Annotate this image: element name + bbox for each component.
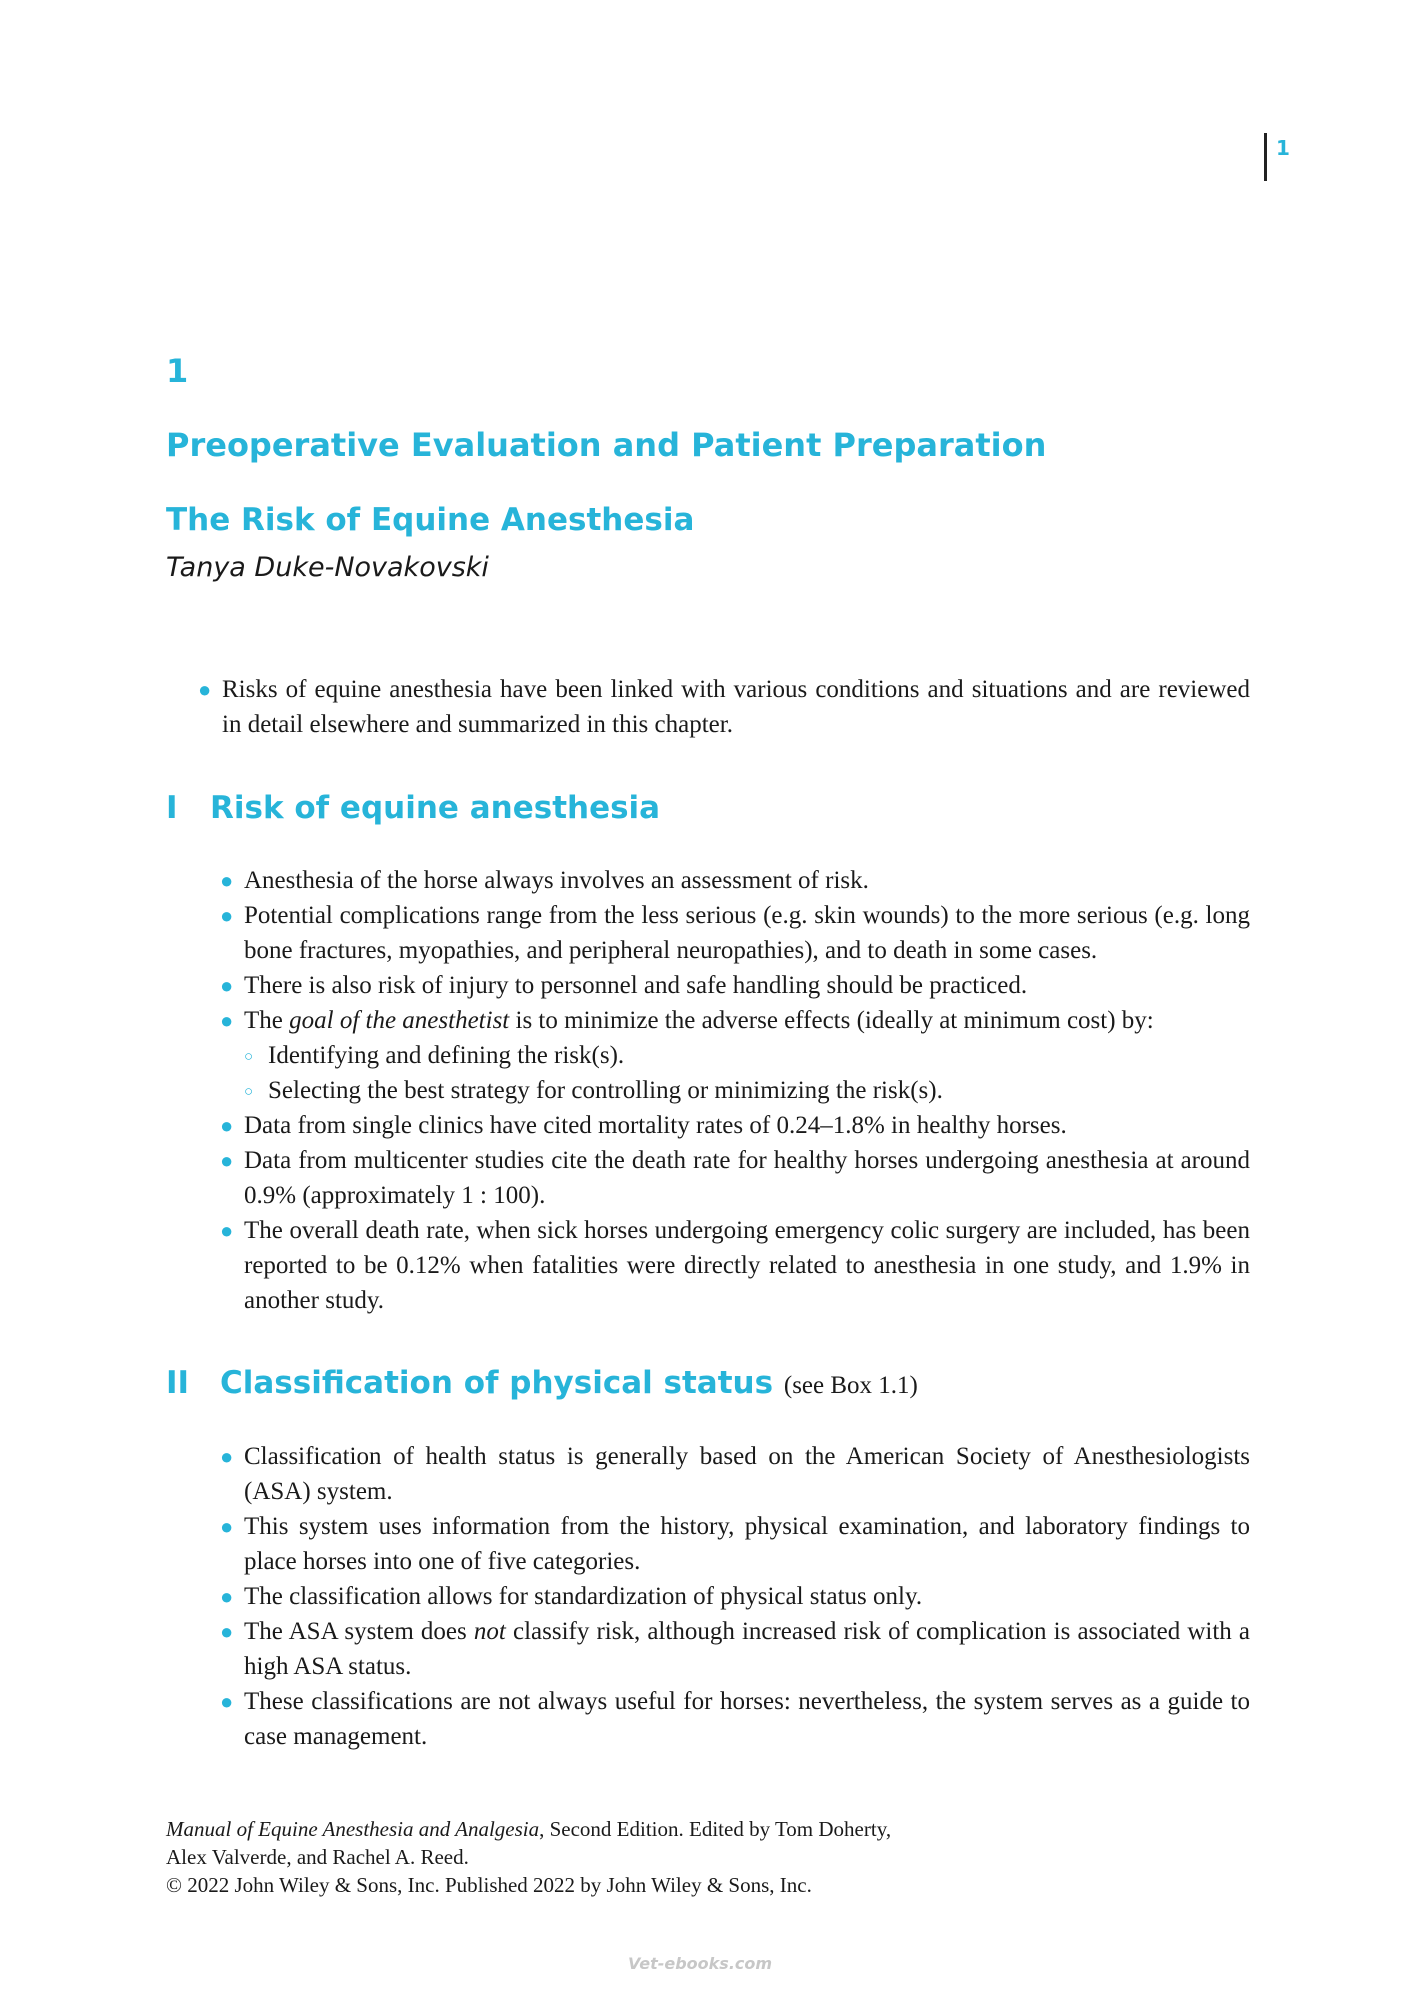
list-item (220, 1003, 1250, 1038)
list-item-text: Data from single clinics have cited mortality rates of 0.24–1.8% in healthy horses. (244, 1112, 1067, 1139)
goal-emphasis: goal of the anesthetist (289, 1007, 510, 1034)
list-item-text: Data from multicenter studies cite the death rate for healthy horses undergoing anesthesia at around 0.9% (approximately 1 : 100). (244, 1147, 1250, 1209)
list-item (220, 1579, 1250, 1614)
list-item (220, 1143, 1250, 1213)
bullet-icon: ● (220, 1008, 234, 1033)
copyright-line: © 2022 John Wiley & Sons, Inc. Published 2022 by John Wiley & Sons, Inc. (166, 1873, 812, 1897)
list-item-text: Anesthesia of the horse always involves an assessment of risk. (244, 867, 869, 894)
goal-suffix: is to minimize the adverse effects (ideally at minimum cost) by: (509, 1007, 1154, 1034)
footer-line-1 (166, 1815, 891, 1843)
list-item (220, 1439, 1250, 1509)
goal-prefix: The (244, 1007, 290, 1034)
sub-list-item (244, 1073, 1250, 1108)
chapter-author: Tanya Duke-Novakovski (166, 552, 489, 583)
hollow-bullet-icon: ○ (244, 1084, 254, 1100)
list-item-text: The overall death rate, when sick horses undergoing emergency colic surgery are included, has been reported to be 0.12% when fatalities were directly related to anesthesia in one study, and 1.9% in another study. (244, 1217, 1250, 1314)
sub-list-item-text: Identifying and defining the risk(s). (268, 1042, 625, 1069)
publication-footer (166, 1815, 891, 1899)
page-number: 1 (1276, 136, 1290, 160)
list-item (220, 898, 1250, 968)
bullet-icon: ● (220, 868, 234, 893)
list-item-text: These classifications are not always useful for horses: nevertheless, the system serves as a guide to case management. (244, 1688, 1250, 1750)
bullet-icon: ● (220, 1584, 234, 1609)
list-item-text: The classification allows for standardization of physical status only. (244, 1583, 923, 1610)
list-item-text: This system uses information from the history, physical examination, and laboratory findings to place horses into one of five categories. (244, 1513, 1250, 1575)
asa-emphasis: not (473, 1618, 506, 1645)
section-number: I (166, 790, 178, 826)
bullet-icon: ● (220, 1514, 234, 1539)
list-item (198, 672, 1250, 742)
list-item (220, 1614, 1250, 1684)
bullet-icon: ● (220, 1689, 234, 1714)
edition-text: , Second Edition. Edited by Tom Doherty, (539, 1817, 892, 1841)
bullet-icon: ● (220, 973, 234, 998)
bullet-icon: ● (220, 1619, 234, 1644)
list-item (220, 863, 1250, 898)
chapter-title: Preoperative Evaluation and Patient Preparation (166, 426, 1047, 464)
hollow-bullet-icon: ○ (244, 1049, 254, 1065)
section-1-list (220, 863, 1250, 1318)
list-item-text: Potential complications range from the less serious (e.g. skin wounds) to the more serious (e.g. long bone fractures, myopathies, and peripheral neuropathies), and to death in some cases. (244, 902, 1250, 964)
asa-prefix: The ASA system does (244, 1618, 474, 1645)
section-title: Classification of physical status (220, 1365, 774, 1401)
list-item-text: Classification of health status is generally based on the American Society of Anesthesiologists (ASA) system. (244, 1443, 1250, 1505)
sub-list-item-text: Selecting the best strategy for controlling or minimizing the risk(s). (268, 1077, 943, 1104)
section-heading-1 (166, 790, 660, 826)
list-item (220, 1108, 1250, 1143)
list-item-text: Risks of equine anesthesia have been linked with various conditions and situations and are reviewed in detail elsewhere and summarized in this chapter. (222, 676, 1250, 738)
list-item (220, 1509, 1250, 1579)
bullet-icon: ● (220, 1148, 234, 1173)
section-title: Risk of equine anesthesia (210, 790, 661, 826)
bullet-icon: ● (220, 903, 234, 928)
bullet-icon: ● (220, 1113, 234, 1138)
box-reference: (see Box 1.1) (783, 1372, 918, 1399)
list-item-text: There is also risk of injury to personnel and safe handling should be practiced. (244, 972, 1028, 999)
section-heading-2 (166, 1365, 918, 1401)
intro-list (198, 672, 1250, 742)
page-number-rule (1264, 133, 1267, 181)
list-item (220, 968, 1250, 1003)
sub-list-item (244, 1038, 1250, 1073)
section-2-list (220, 1439, 1250, 1754)
list-item (220, 1684, 1250, 1754)
asa-suffix: classify risk, although increased risk of complication is associated with a high ASA status. (244, 1618, 1250, 1680)
bullet-icon: ● (220, 1444, 234, 1469)
chapter-subtitle: The Risk of Equine Anesthesia (166, 502, 695, 538)
section-number: II (166, 1365, 190, 1401)
watermark-logo: Vet-ebooks.com (628, 1954, 773, 1973)
book-title: Manual of Equine Anesthesia and Analgesia (166, 1817, 540, 1841)
bullet-icon: ● (198, 677, 212, 702)
chapter-number: 1 (166, 352, 189, 390)
footer-line-2: Alex Valverde, and Rachel A. Reed. (166, 1845, 469, 1869)
list-item (220, 1213, 1250, 1318)
bullet-icon: ● (220, 1218, 234, 1243)
